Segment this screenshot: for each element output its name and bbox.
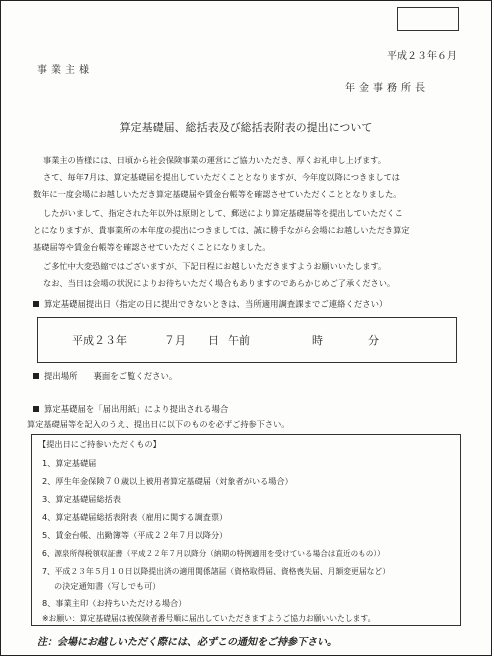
items-to-bring-box: [31, 434, 461, 626]
section-location-value: 裏面をご覧ください。: [93, 371, 178, 381]
list-item: 6、源泉所得税領収証書（平成２２年７月以降分（納期の特例適用を受けている場合は直近のもの））: [42, 549, 385, 558]
date-day: 日: [208, 334, 219, 347]
addressee: 事業主様: [37, 65, 93, 76]
list-item: 7、平成２３年５月１０日以降提出済の適用関係諸届（資格取得届、資格喪失届、月額変更届など）: [42, 567, 391, 576]
date-minute: 分: [368, 334, 379, 347]
items-list-title: 【提出日にご持参いただくもの】: [38, 439, 161, 449]
body-paragraph-4: ご多忙中大変恐縮ではございますが、下記日程にお越しいただきますようお願いいたします。: [43, 261, 387, 271]
section-paper-form-label: 算定基礎届を「届出用紙」により提出される場合: [44, 404, 229, 414]
date-month: ７月: [164, 334, 186, 347]
footer-note: 注：会場にお越しいただく際には、必ずこの通知をご持参下さい。: [37, 637, 337, 648]
body-paragraph-3a: したがいまして、指定された年以外は原則として、郵送により算定基礎届等を提出していただくこ: [43, 208, 403, 218]
section-submission-date: [33, 298, 387, 310]
list-item: 5、賃金台帳、出勤簿等（平成２２年７月以降分）: [42, 530, 228, 540]
date-era: 平成２３年: [72, 334, 127, 347]
list-item-continuation: の決定通知書（写しでも可）: [54, 581, 161, 591]
body-paragraph-2a: さて、毎年7月は、算定基礎届を提出していただくこととなりますが、今年度以降につきましては: [43, 172, 400, 182]
list-item: 3、算定基礎届総括表: [42, 494, 121, 504]
document-title: 算定基礎届、総括表及び総括表附表の提出について: [119, 121, 373, 134]
section-location: [33, 370, 177, 382]
list-item: 2、厚生年金保険７０歳以上被用者算定基礎届（対象者がいる場合）: [42, 476, 293, 486]
section-paper-form: [33, 403, 228, 415]
list-item: 1、算定基礎届: [42, 458, 97, 468]
submission-date-box: [37, 317, 457, 363]
stamp-box: [397, 7, 459, 31]
bullet-icon: [33, 406, 39, 412]
bullet-icon: [33, 301, 39, 307]
body-paragraph-1: 事業主の皆様には、日頃から社会保険事業の運営にご協力いただき、厚くお礼申し上げます。: [43, 155, 386, 165]
request-note: ※お願い：算定基礎届は被保険者番号順に届出していただきますようご協力お願いいたします。: [42, 614, 376, 623]
section-location-label: 提出場所: [44, 371, 78, 381]
sender: 年金事務所長: [345, 83, 429, 94]
list-item: 4、算定基礎届総括表附表（雇用に関する調査票）: [42, 512, 228, 522]
list-item: 8、事業主印（お持ちいただける場合）: [42, 598, 187, 608]
body-paragraph-2b: 数年に一度会場にお越しいただき算定基礎届や賃金台帳等を確認させていただくこととなりました。: [33, 189, 402, 199]
body-paragraph-3b: とになりますが、貴事業所の本年度の提出につきましては、誠に勝手ながら会場にお越しいただき算定: [33, 225, 410, 235]
section-submission-date-label: 算定基礎届提出日（指定の日に提出できないときは、当所適用調査課までご連絡ください）: [44, 299, 388, 309]
bullet-icon: [33, 373, 39, 379]
section-paper-form-intro: 算定基礎届等を記入のうえ、提出日に以下のものを必ずご持参下さい。: [27, 419, 290, 429]
document-date: 平成２３年６月: [387, 51, 457, 62]
date-ampm: 午前: [228, 334, 250, 347]
body-paragraph-5: なお、当日は会場の状況によりお待ちいただく場合もありますのであらかじめご了承ください。: [43, 278, 396, 288]
body-paragraph-3c: 基礎届等や賃金台帳等を確認させていただくことになりました。: [33, 242, 271, 252]
date-hour: 時: [312, 334, 323, 347]
